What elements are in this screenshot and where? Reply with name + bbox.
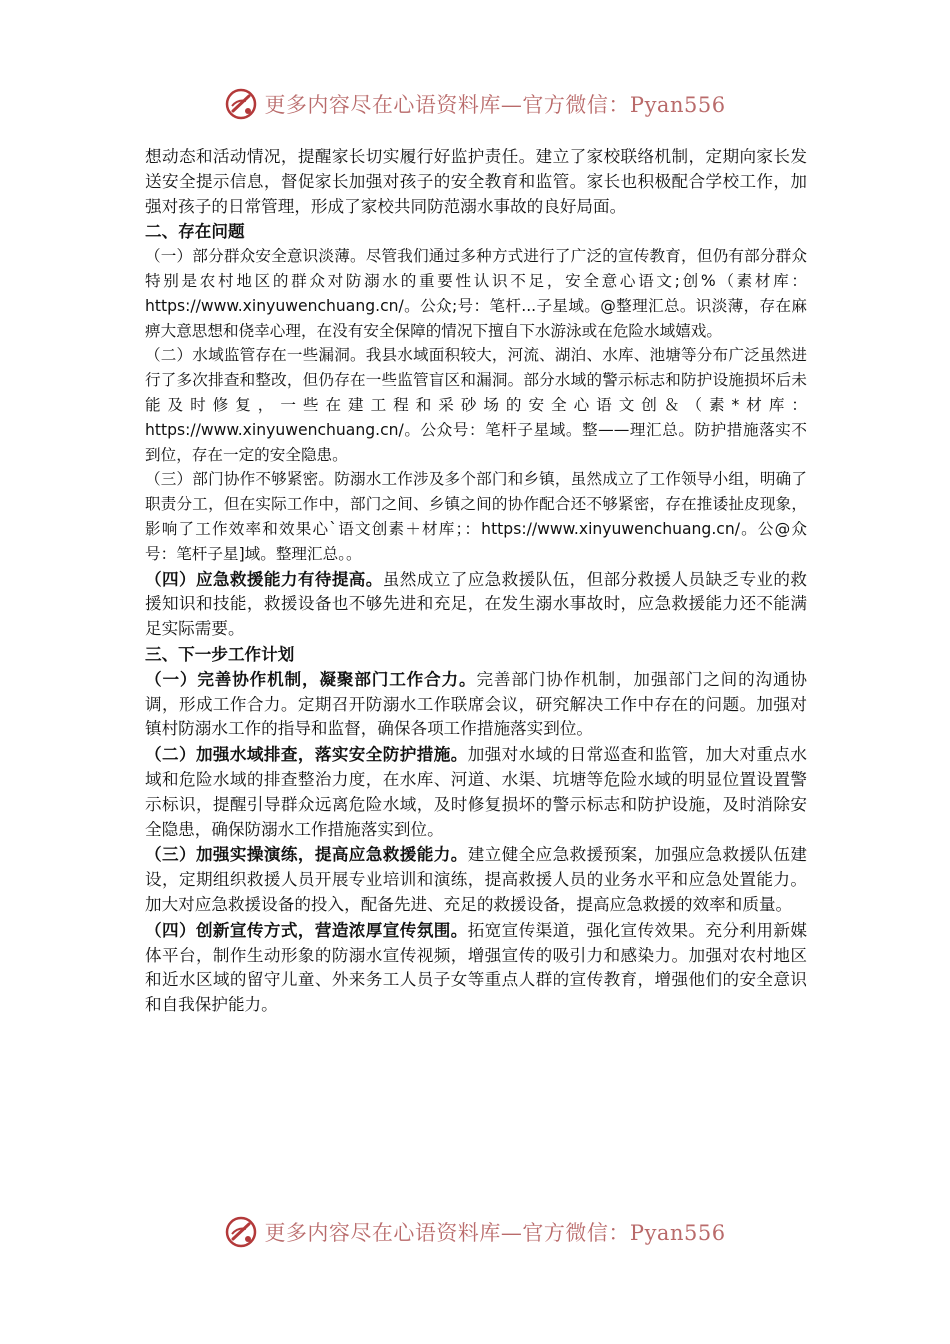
logo-icon <box>224 87 258 121</box>
paragraph-problem-2: （二）水域监管存在一些漏洞。我县水域面积较大，河流、湖泊、水库、池塘等分布广泛虽然进行了多次排查和整改，但仍存在一些监管盲区和漏洞。部分水域的警示标志和防护设施损坏后未能及时修复，一些在建工程和采砂场的安全心语文创＆（素*材库：https://www.xinyuwenchuang.cn/。公众号：笔杆子星域。整——理汇总。防护措施落实不到位，存在一定的安全隐患。 <box>145 346 807 464</box>
paragraph-plan-2-text: 加强对水域的日常巡查和监管，加大对重点水域和危险水域的排查整治力度，在水库、河道、水渠、坑塘等危险水域的明显位置设置警示标识，提醒引导群众远离危险水域，及时修复损坏的警示标志和防护设施，及时消除安全隐患，确保防溺水工作措施落实到位。 <box>145 745 807 839</box>
paragraph-plan-1-text: 完善部门协作机制，加强部门之间的沟通协调，形成工作合力。定期召开防溺水工作联席会议，研究解决工作中存在的问题。加强对镇村防溺水工作的指导和监督，确保各项工作措施落实到位。 <box>145 669 808 739</box>
logo-icon <box>224 1215 258 1249</box>
section-heading-problems: 二、存在问题 <box>145 221 245 242</box>
paragraph-problem-3: （三）部门协作不够紧密。防溺水工作涉及多个部门和乡镇，虽然成立了工作领导小组，明确了职责分工，但在实际工作中，部门之间、乡镇之间的协作配合还不够紧密，存在推诿扯皮现象，影响了工作效率和效果心`语文创素＋材库；：https://www.xinyuwenchuang.cn/。公@众号：笔杆子星]域。整理汇总。。 <box>145 470 807 563</box>
section-heading-plan: 三、下一步工作计划 <box>145 643 295 664</box>
paragraph-plan-2-title: （二）加强水域排查，落实安全防护措施。 <box>145 744 468 765</box>
paragraph-plan-4-text: 拓宽宣传渠道，强化宣传效果。充分利用新媒体平台，制作生动形象的防溺水宣传视频，增强宣传的吸引力和感染力。加强对农村地区和近水区域的留守儿童、外来务工人员子女等重点人群的宣传教育，增强他们的安全意识和自我保护能力。 <box>145 920 807 1015</box>
paragraph-problem-1: （一）部分群众安全意识淡薄。尽管我们通过多种方式进行了广泛的宣传教育，但仍有部分群众特别是农村地区的群众对防溺水的重要性认识不足，安全意心语文;创%（素材库：https://www.xinyuwenchuang.cn/。公众;号：笔杆...子星域。@整理汇总。识淡薄，存在麻痹大意思想和侥幸心理，在没有安全保障的情况下擅自下水游泳或在危险水域嬉戏。 <box>145 247 807 340</box>
paragraph-plan-3 <box>145 842 807 917</box>
paragraph-problem-4-text: 虽然成立了应急救援队伍，但部分救援人员缺乏专业的救援知识和技能，救援设备也不够先进和充足，在发生溺水事故时，应急救援能力还不能满足实际需要。 <box>145 569 807 639</box>
header-banner <box>0 84 950 124</box>
paragraph-plan-3-text: 建立健全应急救援预案，加强应急救援队伍建设，定期组织救援人员开展专业培训和演练，提高救援人员的业务水平和应急处置能力。加大对应急救援设备的投入，配备先进、充足的救援设备，提高应急救援的效率和质量。 <box>145 845 807 914</box>
paragraph-plan-1 <box>145 667 807 742</box>
paragraph-plan-4 <box>145 918 807 1018</box>
document-body <box>145 145 807 1018</box>
banner-text: 更多内容尽在心语资料库—官方微信：Pyan556 <box>264 93 726 117</box>
paragraph-plan-1-title: （一）完善协作机制，凝聚部门工作合力。 <box>145 668 477 689</box>
paragraph-problem-4 <box>145 567 807 642</box>
banner-text: 更多内容尽在心语资料库—官方微信：Pyan556 <box>264 1221 726 1245</box>
paragraph-continuation: 想动态和活动情况，提醒家长切实履行好监护责任。建立了家校联络机制，定期向家长发送安全提示信息，督促家长加强对孩子的安全教育和监管。家长也积极配合学校工作，加强对孩子的日常管理，形成了家校共同防范溺水事故的良好局面。 <box>145 147 807 216</box>
footer-banner <box>0 1212 950 1252</box>
paragraph-problem-4-title: （四）应急救援能力有待提高。 <box>145 568 383 589</box>
paragraph-plan-2 <box>145 742 807 842</box>
paragraph-plan-4-title: （四）创新宣传方式，营造浓厚宣传氛围。 <box>145 919 468 940</box>
paragraph-plan-3-title: （三）加强实操演练，提高应急救援能力。 <box>145 844 468 865</box>
